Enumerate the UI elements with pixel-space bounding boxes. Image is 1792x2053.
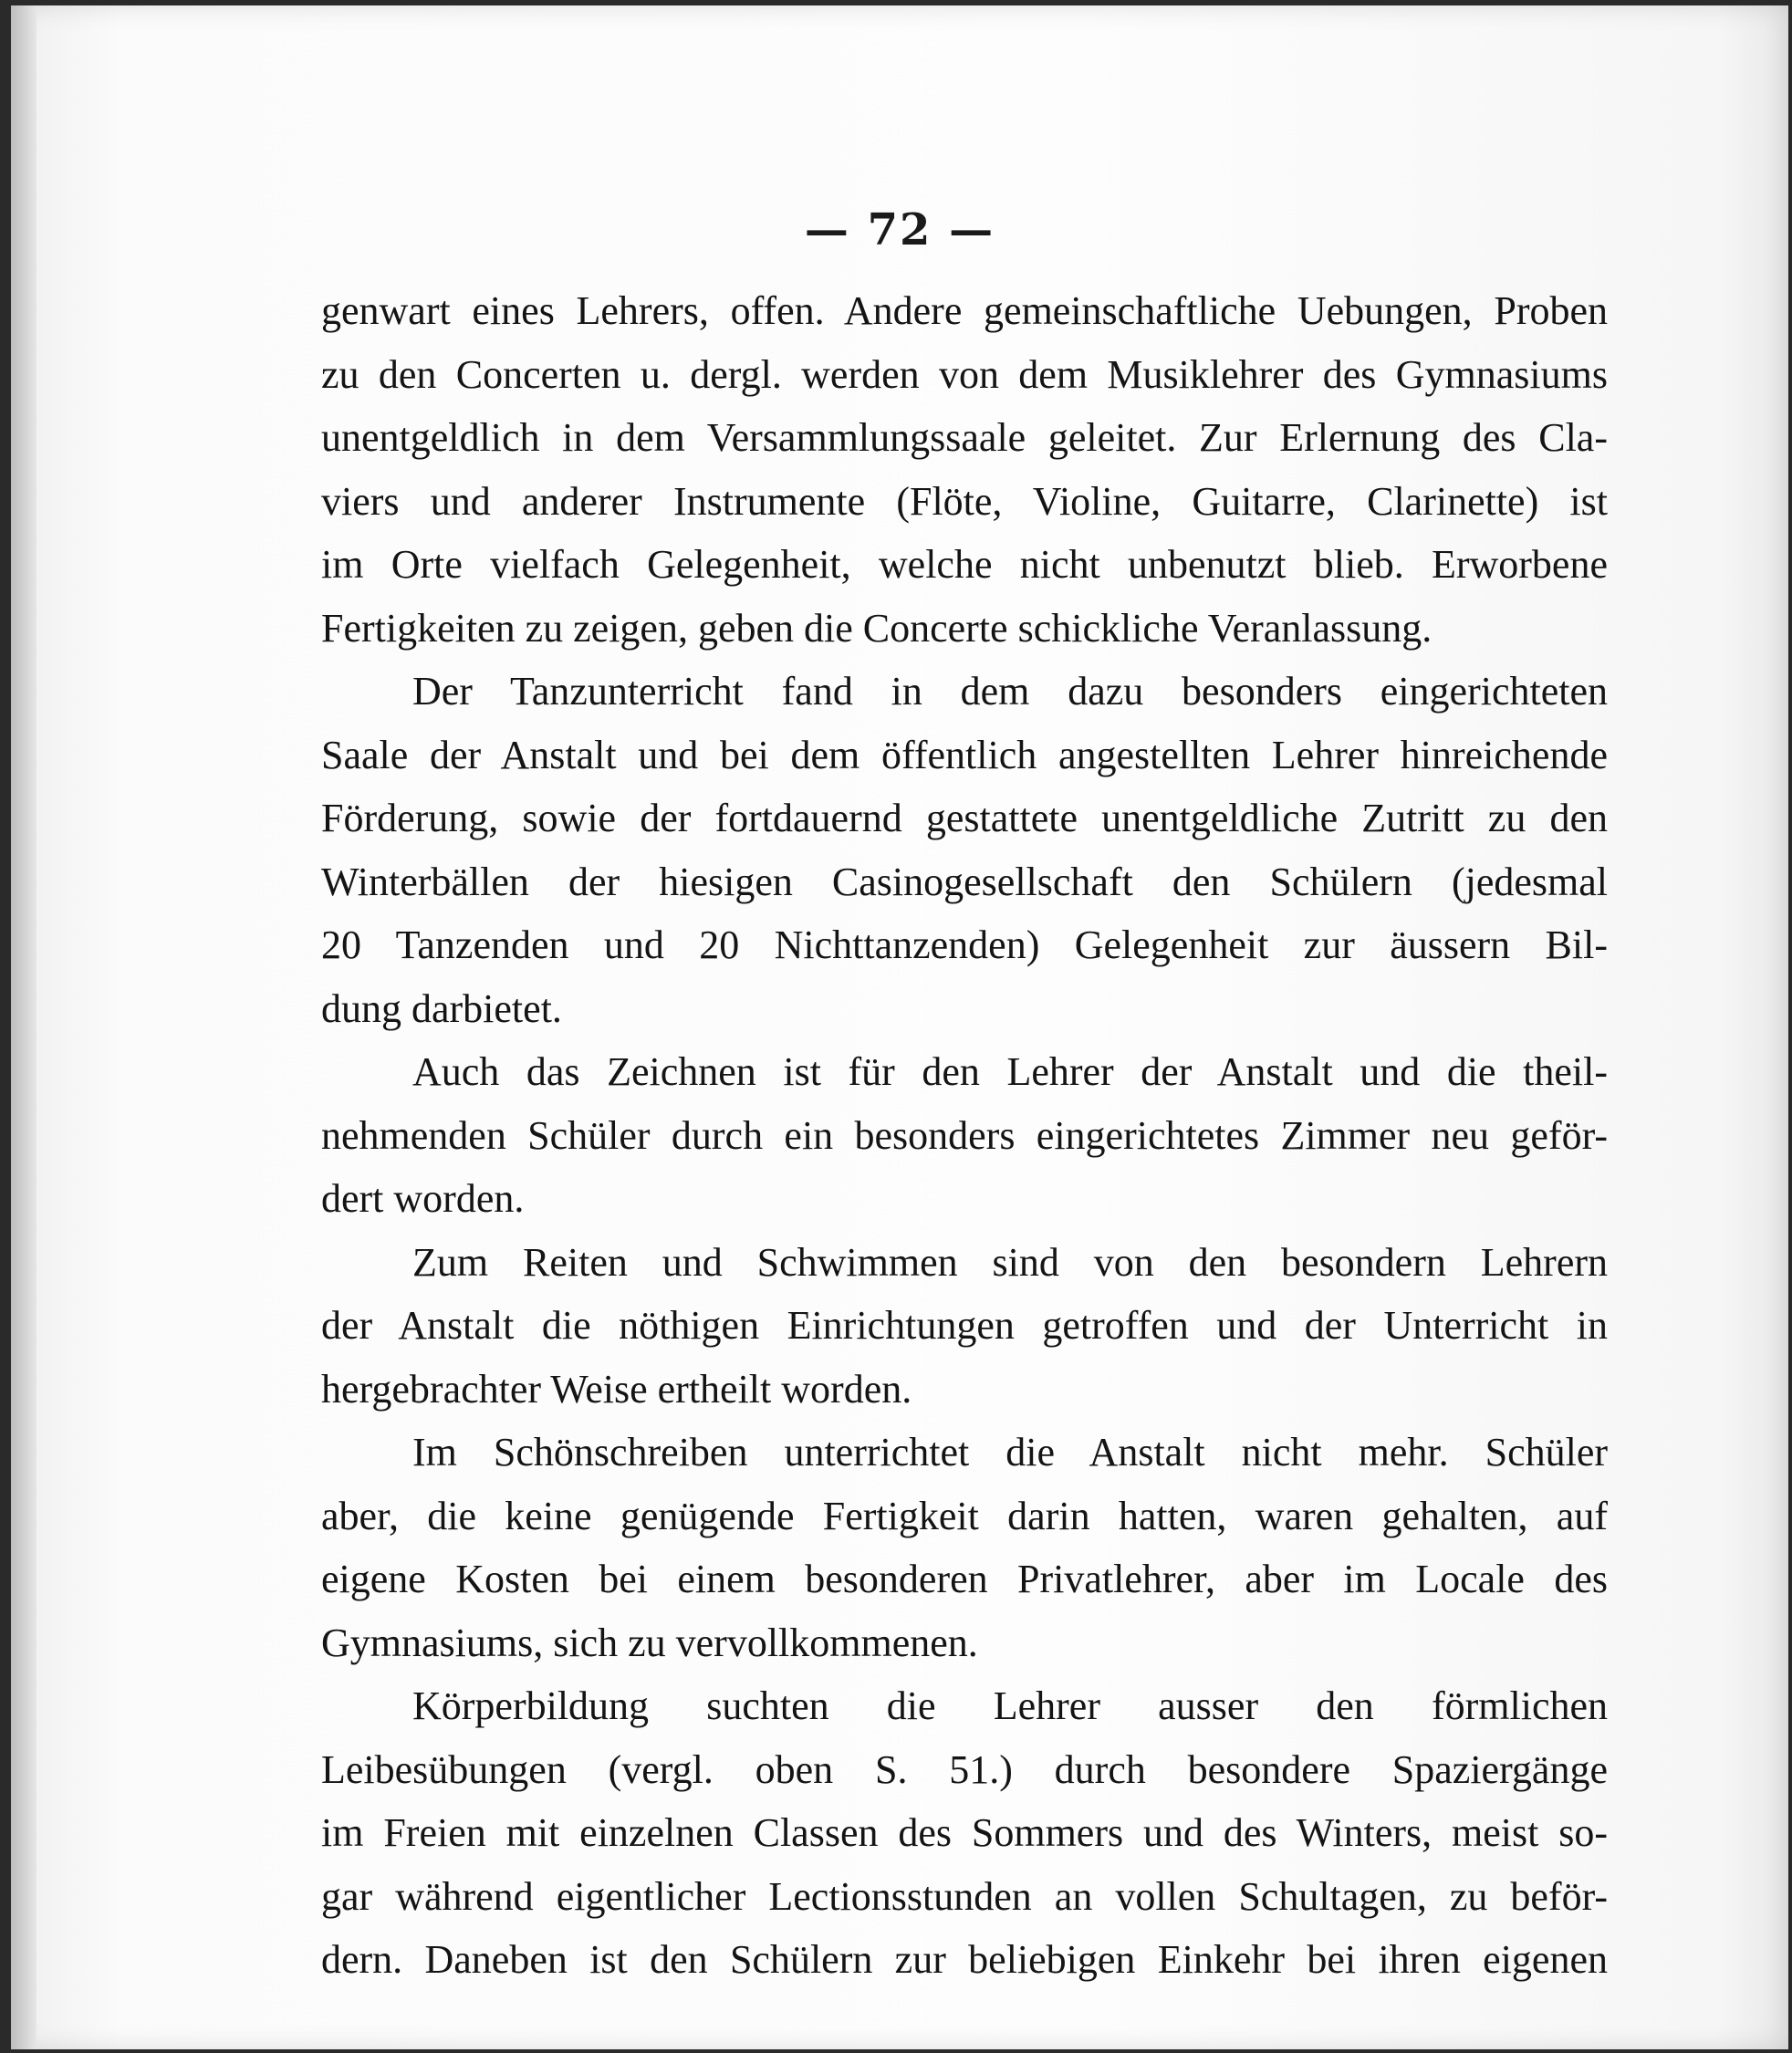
- text-line: dern. Daneben ist den Schülern zur beliebigen Einkehr bei ihren eigenen: [321, 1937, 1608, 1982]
- text-line: Der Tanzunterricht fand in dem dazu besonders eingerichteten: [412, 669, 1608, 714]
- paragraph-calligraphy: [321, 1421, 1608, 1674]
- paragraph-physical-education: [321, 1674, 1608, 1992]
- text-line: Fertigkeiten zu zeigen, geben die Concerte schickliche Veranlassung.: [321, 605, 1433, 651]
- text-line: Saale der Anstalt und bei dem öffentlich angestellten Lehrer hinreichende: [321, 732, 1608, 777]
- text-line: zu den Concerten u. dergl. werden von dem Musiklehrer des Gymnasiums: [321, 351, 1608, 397]
- paragraph-music: [321, 279, 1608, 660]
- text-line: nehmenden Schüler durch ein besonders eingerichtetes Zimmer neu geför-: [321, 1112, 1608, 1158]
- text-line: im Orte vielfach Gelegenheit, welche nicht unbenutzt blieb. Erworbene: [321, 542, 1608, 587]
- text-line: unentgeldlich in dem Versammlungssaale geleitet. Zur Erlernung des Cla-: [321, 415, 1608, 460]
- page-number: — 72 —: [804, 204, 995, 255]
- paragraph-dance: [321, 660, 1608, 1040]
- text-line: hergebrachter Weise ertheilt worden.: [321, 1366, 912, 1412]
- text-line: Winterbällen der hiesigen Casinogesellschaft den Schülern (jedesmal: [321, 859, 1608, 904]
- text-line: dert worden.: [321, 1176, 525, 1221]
- paragraph-drawing: [321, 1040, 1608, 1231]
- text-line: Körperbildung suchten die Lehrer ausser den förmlichen: [412, 1683, 1608, 1728]
- text-line: Gymnasiums, sich zu vervollkommenen.: [321, 1620, 978, 1665]
- text-line: Leibesübungen (vergl. oben S. 51.) durch besondere Spaziergänge: [321, 1746, 1608, 1792]
- body-text: [321, 279, 1608, 1992]
- text-line: Auch das Zeichnen ist für den Lehrer der Anstalt und die theil-: [412, 1049, 1608, 1094]
- page-gutter: [11, 5, 36, 2049]
- text-line: 20 Tanzenden und 20 Nichttanzenden) Gelegenheit zur äussern Bil-: [321, 922, 1608, 967]
- text-line: Im Schönschreiben unterrichtet die Anstalt nicht mehr. Schüler: [412, 1430, 1608, 1475]
- text-line: viers und anderer Instrumente (Flöte, Violine, Guitarre, Clarinette) ist: [321, 478, 1608, 524]
- text-line: gar während eigentlicher Lectionsstunden an vollen Schultagen, zu beför-: [321, 1873, 1608, 1919]
- text-line: Förderung, sowie der fortdauernd gestattete unentgeldliche Zutritt zu den: [321, 796, 1608, 840]
- paragraph-riding-swimming: [321, 1231, 1608, 1422]
- text-line: aber, die keine genügende Fertigkeit darin hatten, waren gehalten, auf: [321, 1493, 1608, 1538]
- book-page: [11, 5, 1788, 2049]
- text-line: eigene Kosten bei einem besonderen Privatlehrer, aber im Locale des: [321, 1557, 1608, 1601]
- text-line: im Freien mit einzelnen Classen des Sommers und des Winters, meist so-: [321, 1810, 1608, 1855]
- text-line: der Anstalt die nöthigen Einrichtungen getroffen und der Unterricht in: [321, 1303, 1608, 1348]
- text-line: genwart eines Lehrers, offen. Andere gemeinschaftliche Uebungen, Proben: [321, 288, 1608, 333]
- text-line: Zum Reiten und Schwimmen sind von den besondern Lehrern: [412, 1239, 1608, 1285]
- text-line: dung darbietet.: [321, 985, 562, 1031]
